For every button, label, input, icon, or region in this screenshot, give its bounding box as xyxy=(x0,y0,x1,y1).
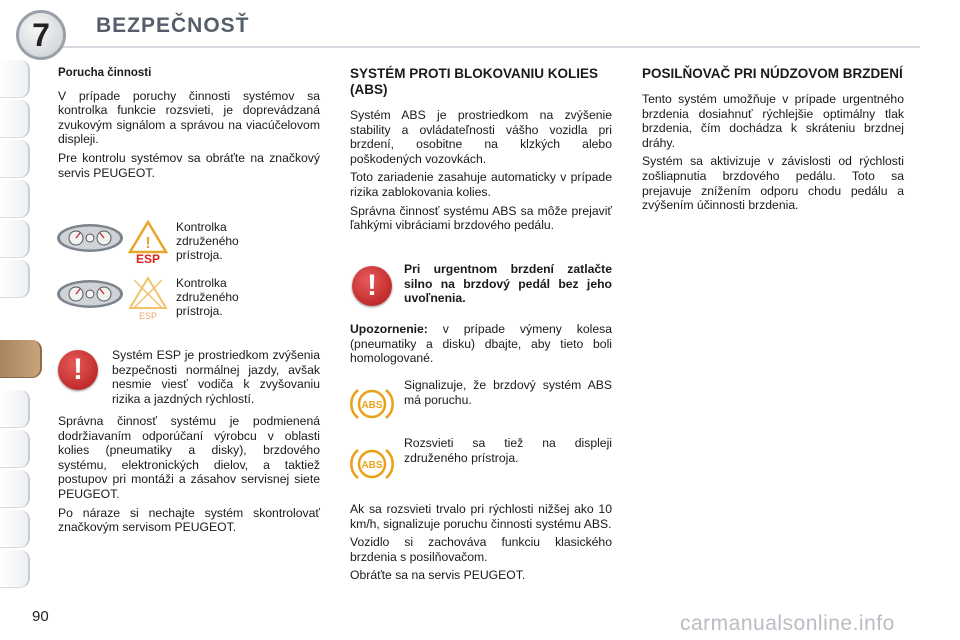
warning-text: v prípade výmeny kolesa (pneumatiky a disku) dbajte, aby tieto boli homologované. xyxy=(350,322,612,366)
chapter-tab[interactable] xyxy=(0,550,30,588)
chapter-tab[interactable] xyxy=(0,260,30,298)
chapter-tab[interactable] xyxy=(0,180,30,218)
esp-intro xyxy=(112,348,320,406)
section-title-abs: SYSTÉM PROTI BLOKOVANIU KOLIES (ABS) xyxy=(350,66,599,97)
paragraph: Toto zariadenie zasahuje automaticky v prípade rizika zablokovania kolies. xyxy=(350,170,612,199)
chapter-tab[interactable] xyxy=(0,390,30,428)
paragraph: Ak sa rozsvieti trvalo pri rýchlosti nižšej ako 10 km/h, signalizuje poruchu činnosti systému ABS. xyxy=(350,502,612,531)
abs-note-1: Signalizuje, že brzdový systém ABS má poruchu. xyxy=(404,378,612,407)
paragraph: Systém sa aktivizuje v závislosti od rýchlosti zošliapnutia brzdového pedálu. Toto sa prejavuje znížením odporu chodu pedálu a zvýšením účinnosti brzdenia. xyxy=(642,154,904,213)
svg-text:ABS: ABS xyxy=(361,460,383,471)
svg-text:!: ! xyxy=(145,235,151,252)
warning-label: Upozornenie: xyxy=(350,322,428,336)
chapter-tabs xyxy=(0,60,34,580)
page-title: BEZPEČNOSŤ xyxy=(96,14,250,37)
column-left xyxy=(58,66,320,184)
paragraph: Systém ABS je prostriedkom na zvýšenie stability a ovládateľnosti vášho vozidla pri brzdení, osobitne na klzkých alebo poškodených vozovkách. xyxy=(350,108,612,166)
subheading-malfunction: Porucha činnosti xyxy=(58,67,152,79)
warning-note xyxy=(350,322,612,366)
paragraph: Správna činnosť systému ABS sa môže prejaviť ľahkými vibráciami brzdového pedálu. xyxy=(350,203,612,233)
chapter-tab[interactable] xyxy=(0,140,30,178)
svg-text:ABS: ABS xyxy=(361,400,383,411)
chapter-tab[interactable] xyxy=(0,220,30,258)
chapter-number-badge: 7 xyxy=(16,10,66,60)
column-middle xyxy=(350,66,612,237)
watermark: carmanualsonline.info xyxy=(680,612,895,635)
esp-warning-icon xyxy=(128,220,168,264)
chapter-tab[interactable] xyxy=(0,470,30,508)
page-number: 90 xyxy=(32,608,49,625)
paragraph: Po náraze si nechajte systém skontrolovať značkovým servisom PEUGEOT. xyxy=(58,505,320,535)
urgent-braking-note: Pri urgentnom brzdení zatlačte silno na brzdový pedál bez jeho uvoľnenia. xyxy=(404,262,612,306)
column-right xyxy=(642,66,904,217)
esp-off-icon xyxy=(128,276,168,320)
chapter-tab[interactable] xyxy=(0,430,30,468)
warning-exclamation-icon: ! xyxy=(352,266,392,306)
paragraph: V prípade poruchy činnosti systémov sa kontrolka funkcie rozsvieti, je doprevádzaná zvukovým signálom a správou na viacúčelovom displeji. xyxy=(58,88,320,147)
paragraph: Systém ESP je prostriedkom zvýšenia bezpečnosti normálnej jazdy, avšak nesmie viesť vodiča k zvyšovaniu rizika a jazdných rýchlostí. xyxy=(112,348,320,406)
abs-note-2: Rozsvieti sa tiež na displeji združeného prístroja. xyxy=(404,436,612,465)
chapter-tab[interactable] xyxy=(0,100,30,138)
paragraph: Vozidlo si zachováva funkciu klasického brzdenia s posilňovačom. xyxy=(350,535,612,564)
section-title-brake-assist: POSILŇOVAČ PRI NÚDZOVOM BRZDENÍ xyxy=(642,66,903,81)
abs-warning-icon xyxy=(350,444,394,484)
chapter-tab[interactable] xyxy=(0,510,30,548)
lamp-label: Kontrolka združeného prístroja. xyxy=(176,276,239,318)
lamp-label: Kontrolka združeného prístroja. xyxy=(176,220,239,262)
abs-warning-icon xyxy=(350,384,394,424)
instrument-cluster-icon xyxy=(56,220,124,254)
esp-body xyxy=(58,414,320,535)
instrument-cluster-icon xyxy=(56,276,124,310)
svg-text:ESP: ESP xyxy=(138,311,158,320)
chapter-tab-active[interactable] xyxy=(0,340,42,378)
abs-fault-text xyxy=(350,502,612,583)
warning-exclamation-icon: ! xyxy=(58,350,98,390)
chapter-tab[interactable] xyxy=(0,60,30,98)
paragraph: Obráťte sa na servis PEUGEOT. xyxy=(350,568,526,583)
svg-text:ESP: ESP xyxy=(135,252,161,264)
lamp-row-2 xyxy=(56,276,272,320)
paragraph: Pre kontrolu systémov sa obráťte na značkový servis PEUGEOT. xyxy=(58,150,320,180)
paragraph: Tento systém umožňuje v prípade urgentného brzdenia dosiahnuť rýchlejšie optimálny tlak brzdenia, čím dochádza k skráteniu brzdnej dráhy. xyxy=(642,92,904,150)
lamp-row-1 xyxy=(56,220,272,264)
paragraph: Správna činnosť systému je podmienená dodržiavaním odporúčaní výrobcu v oblasti kolies (pneumatiky a disky), brzdového systému, elektronických dielov, a taktiež postupov pri montáži a zásahov servisnej siete PEUGEOT. xyxy=(58,414,320,501)
